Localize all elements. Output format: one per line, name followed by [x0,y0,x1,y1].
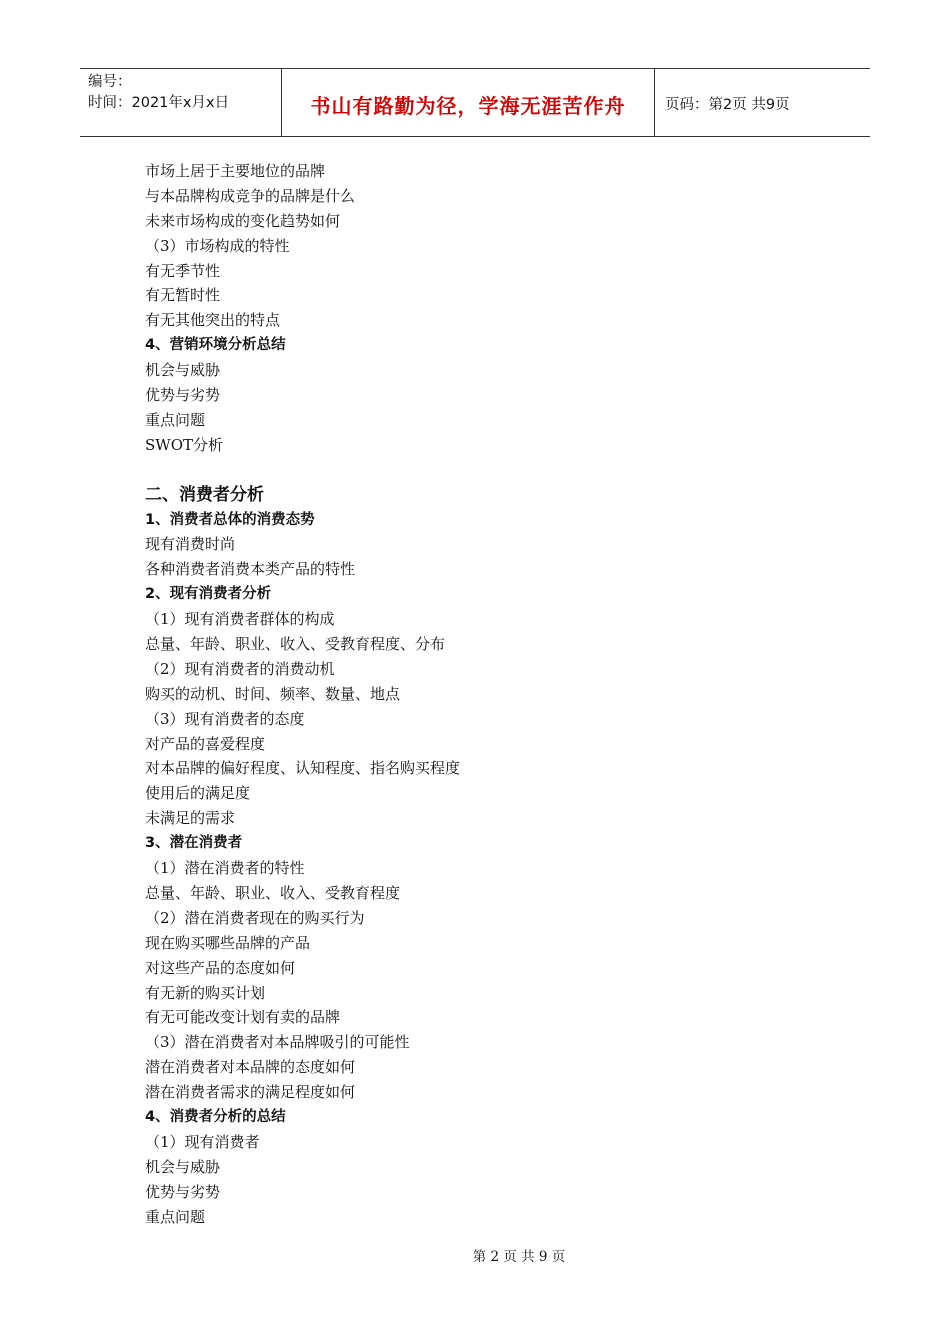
body-line: 重点问题 [145,1207,206,1226]
body-line: 机会与威胁 [145,361,221,380]
body-line: 有无暂时性 [145,286,221,305]
body-line: 现在购买哪些品牌的产品 [145,933,311,952]
body-line: 有无季节性 [145,261,221,280]
body-line: 与本品牌构成竞争的品牌是什么 [145,186,356,205]
body-line: （2）潜在消费者现在的购买行为 [145,908,365,927]
subheading: 2、现有消费者分析 [145,586,272,603]
header-page-number: 页码：第2页 共9页 [665,97,790,113]
document-body [145,159,845,1229]
body-line: 对这些产品的态度如何 [145,958,296,977]
body-line: 优势与劣势 [145,1182,221,1201]
body-line: 重点问题 [145,410,206,429]
body-line: 总量、年龄、职业、收入、受教育程度、分布 [145,635,446,654]
body-line: SWOT分析 [145,435,223,454]
subheading: 3、潜在消费者 [145,835,243,852]
body-line: （3）市场构成的特性 [145,236,290,255]
body-line: 市场上居于主要地位的品牌 [145,162,326,180]
body-line: 未满足的需求 [145,809,236,828]
subheading: 4、消费者分析的总结 [145,1108,286,1125]
subheading: 1、消费者总体的消费态势 [145,511,315,528]
body-line: （1）现有消费者 [145,1132,260,1151]
body-line: 潜在消费者对本品牌的态度如何 [145,1058,356,1077]
body-line: （1）潜在消费者的特性 [145,859,305,878]
time-label: 时间：2021年x月x日 [88,95,230,111]
body-line: 机会与威胁 [145,1157,221,1176]
header-motto: 书山有路勤为径，学海无涯苦作舟 [282,69,655,136]
header-meta [80,69,282,136]
blank-line [145,458,845,483]
body-line: （3）现有消费者的态度 [145,709,305,728]
number-label: 编号： [88,74,132,90]
body-line: （2）现有消费者的消费动机 [145,659,335,678]
body-line: 未来市场构成的变化趋势如何 [145,211,341,230]
page-header [80,68,870,137]
body-line: 对本品牌的偏好程度、认知程度、指名购买程度 [145,759,461,778]
body-line: 现有消费时尚 [145,535,236,554]
subheading: 4、营销环境分析总结 [145,337,286,354]
body-line: 购买的动机、时间、频率、数量、地点 [145,684,401,703]
body-line: 使用后的满足度 [145,784,251,803]
body-line: 潜在消费者需求的满足程度如何 [145,1083,356,1102]
body-line: 各种消费者消费本类产品的特性 [145,560,356,579]
body-line: （1）现有消费者群体的构成 [145,610,335,629]
section-heading: 二、消费者分析 [145,484,264,505]
page-footer: 第 2 页 共 9 页 [472,1249,566,1265]
body-line: （3）潜在消费者对本品牌吸引的可能性 [145,1033,410,1052]
body-line: 有无新的购买计划 [145,983,266,1002]
body-line: 有无其他突出的特点 [145,311,281,330]
body-line: 总量、年龄、职业、收入、受教育程度 [145,883,401,902]
body-line: 有无可能改变计划有卖的品牌 [145,1008,341,1027]
body-line: 优势与劣势 [145,386,221,405]
body-line: 对产品的喜爱程度 [145,734,266,753]
